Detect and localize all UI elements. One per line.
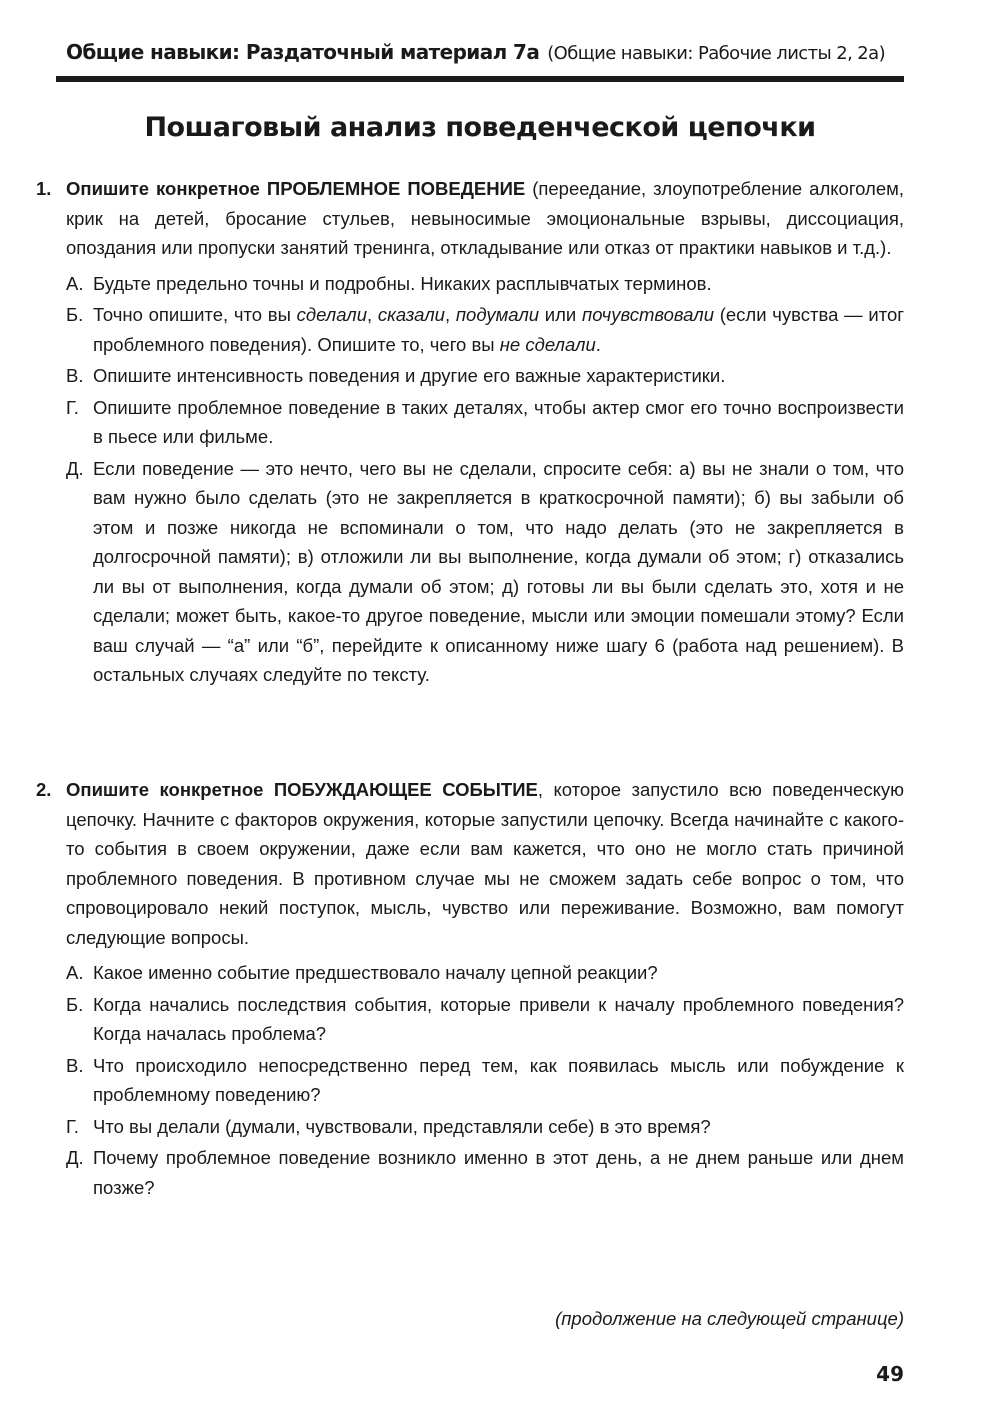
emphasis: подумали	[455, 304, 540, 325]
list-item-text: (если чувства — итог проблемного поведения). Опишите то, чего вы	[93, 304, 905, 355]
section-2-list	[36, 958, 904, 1202]
list-item	[36, 958, 904, 988]
list-item-letter: А.	[66, 272, 84, 294]
section-2-lead: Опишите конкретное ПОБУЖДАЮЩЕЕ СОБЫТИЕ	[66, 779, 538, 800]
list-item-text: .	[595, 333, 601, 355]
header-rule	[56, 76, 904, 82]
list-item-text: ,	[444, 304, 456, 325]
list-item-text: или	[539, 304, 583, 325]
list-item	[36, 1051, 904, 1110]
section-1-number: 1.	[36, 178, 52, 199]
list-item-letter: В.	[66, 1054, 84, 1076]
list-item-letter: Б.	[66, 304, 84, 325]
section-1-intro	[36, 174, 904, 263]
section-2-text: , которое запустило всю поведенческую цепочку. Начните с факторов окружения, которые запустили цепочку. Всегда начинайте с какого-то события в своем окружении, даже если вам кажется, что оно не могло стать причиной проблемного поведения. В противном случае мы не сможем задать себе вопрос о том, что спровоцировало некий поступок, мысль, чувство или переживание. Возможно, вам помогут следующие вопросы.	[66, 779, 904, 948]
list-item	[36, 393, 904, 452]
list-item-text: Опишите интенсивность поведения и другие его важные характеристики.	[93, 365, 726, 386]
list-item-text: Какое именно событие предшествовало началу цепной реакции?	[93, 962, 658, 983]
list-item-letter: Г.	[66, 1115, 79, 1137]
list-item-letter: В.	[66, 365, 84, 386]
list-item-text: Что происходило непосредственно перед тем, как появилась мысль или побуждение к проблемному поведению?	[93, 1054, 904, 1105]
list-item-text: Почему проблемное поведение возникло именно в этот день, а не днем раньше или днем позже?	[93, 1147, 904, 1198]
page-number: 49	[876, 1362, 904, 1386]
emphasis: сделали	[296, 304, 368, 325]
list-item-letter: Д.	[66, 1147, 84, 1168]
list-item-letter: Г.	[66, 396, 79, 418]
section-1-lead: Опишите конкретное ПРОБЛЕМНОЕ ПОВЕДЕНИЕ	[66, 178, 526, 199]
list-item	[36, 990, 904, 1049]
emphasis: сказали	[377, 304, 445, 325]
list-item	[36, 1112, 904, 1142]
list-item-letter: Б.	[66, 993, 84, 1015]
list-item	[36, 361, 904, 391]
list-item-text: ,	[367, 304, 378, 325]
list-item-text: Точно опишите, что вы	[93, 304, 297, 325]
list-item-letter: А.	[66, 962, 84, 983]
list-item-text: Будьте предельно точны и подробны. Никаких расплывчатых терминов.	[93, 272, 712, 294]
list-item-letter: Д.	[66, 457, 84, 479]
emphasis: почувствовали	[582, 304, 714, 325]
header-subtitle: (Общие навыки: Рабочие листы 2, 2а)	[547, 43, 886, 64]
section-1-text: (переедание, злоупотребление алкоголем, крик на детей, бросание стульев, невыносимые эмоциональные взрывы, диссоциация, опоздания или пропуски занятий тренинга, откладывание или отказ от практики навыков и т.д.).	[66, 178, 904, 258]
list-item-text: Опишите проблемное поведение в таких деталях, чтобы актер смог его точно воспроизвести в пьесе или фильме.	[93, 396, 904, 447]
list-item	[36, 1143, 904, 1202]
page-title: Пошаговый анализ поведенческой цепочки	[144, 112, 816, 143]
section-1-list	[36, 269, 904, 690]
continuation-note: (продолжение на следующей странице)	[555, 1308, 904, 1329]
list-item	[36, 269, 904, 299]
section-2-number: 2.	[36, 779, 52, 800]
emphasis: не сделали	[499, 333, 596, 355]
list-item-text: Если поведение — это нечто, чего вы не сделали, спросите себя: а) вы не знали о том, что вам нужно было сделать (это не закрепляется в краткосрочной памяти); б) вы забыли об этом и позже никогда не вспоминали о том, что надо делать (это не закрепляется в долгосрочной памяти); в) отложили ли вы выполнение, когда думали об этом; г) отказались ли вы от выполнения, когда думали об этом; д) готовы ли вы были сделать это, хотя и не сделали; может быть, какое-то другое поведение, мысли или эмоции помешали этому? Если ваш случай — “а” или “б”, перейдите к описанному ниже шагу 6 (работа над решением). В остальных случаях следуйте по тексту.	[93, 457, 904, 685]
list-item	[36, 454, 904, 690]
section-2	[36, 775, 904, 1202]
running-header	[66, 40, 906, 64]
section-2-intro	[36, 775, 904, 952]
section-1	[36, 174, 904, 690]
list-item-text: Что вы делали (думали, чувствовали, представляли себе) в это время?	[93, 1115, 711, 1137]
header-title: Общие навыки: Раздаточный материал 7а	[66, 40, 540, 64]
list-item-text: Когда начались последствия события, которые привели к началу проблемного поведения? Когда началась проблема?	[93, 993, 904, 1044]
list-item	[36, 300, 904, 359]
